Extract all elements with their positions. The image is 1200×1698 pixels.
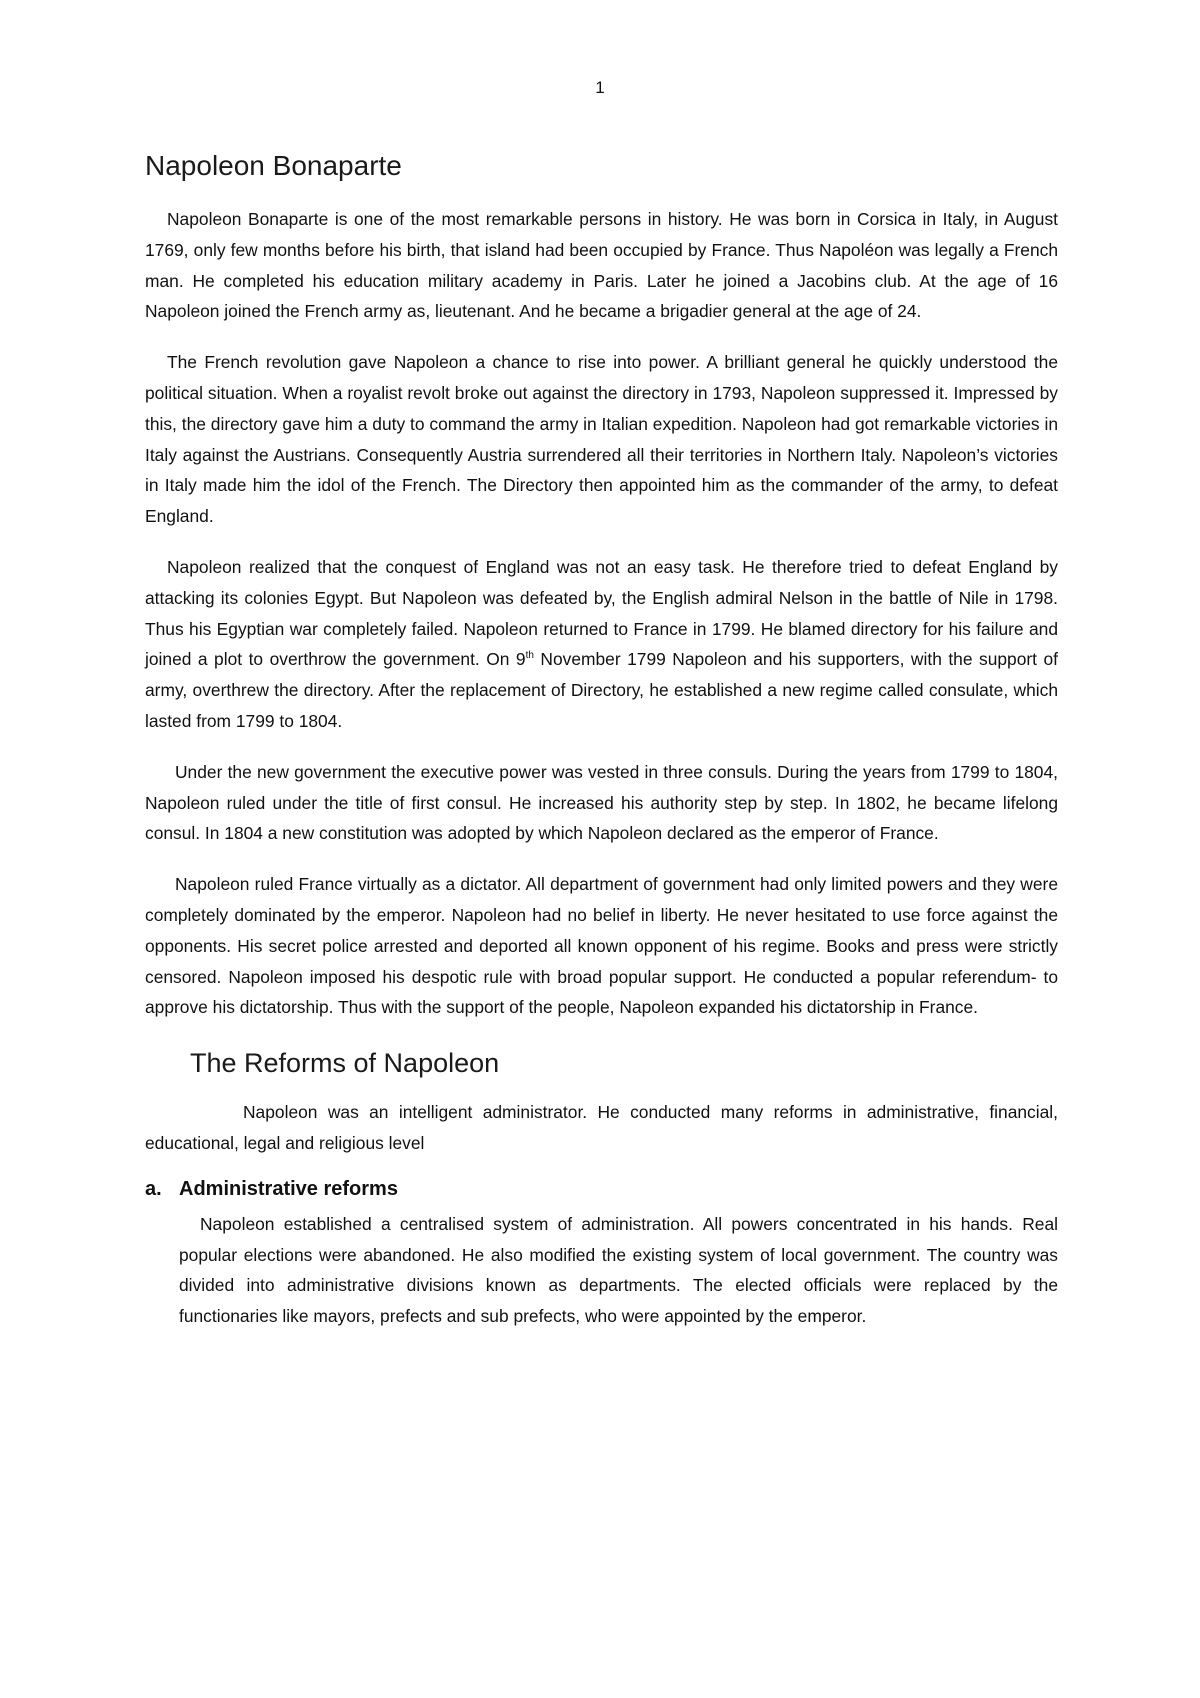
paragraph-3 [145,552,1058,737]
document-body [145,148,1058,1332]
paragraph-4: Under the new government the executive power was vested in three consuls. During the years from 1799 to 1804, Napoleon ruled under the title of first consul. He increased his authority step by step. In 1802, he became lifelong consul. In 1804 a new constitution was adopted by which Napoleon declared as the emperor of France. [145,761,1058,844]
paragraph-3-text-a: Napoleon realized that the conquest of England was not an easy task. He therefore tried to defeat England by attacking its colonies Egypt. But Napoleon was defeated by, the English admiral Nelson in the battle of Nile in 1798. Thus his Egyptian war completely failed. Napoleon returned to France in 1799. He blamed directory for his failure and joined a plot to overthrow the government. On 9 [145,556,1058,670]
paragraph-1: Napoleon Bonaparte is one of the most remarkable persons in history. He was born in Corsica in Italy, in August 1769, only few months before his birth, that island had been occupied by France. Thus Napoléon was legally a French man. He completed his education military academy in Paris. Later he joined a Jacobins club. At the age of 16 Napoleon joined the French army as, lieutenant. And he became a brigadier general at the age of 24. [145,209,1058,322]
page-number: 1 [595,78,605,97]
ordinal-superscript: th [525,650,534,662]
section-intro: Napoleon was an intelligent administrator. He conducted many reforms in administrative, financial, educational, legal and religious level [145,1102,1058,1153]
reform-item-administrative [145,1173,1058,1332]
subsection-title: Administrative reforms [179,1177,398,1200]
paragraph-5: Napoleon ruled France virtually as a dictator. All department of government had only limited powers and they were completely dominated by the emperor. Napoleon had no belief in liberty. He never hesitated to use force against the opponents. His secret police arrested and deported all known opponent of his regime. Books and press were strictly censored. Napoleon imposed his despotic rule with broad popular support. He conducted a popular referendum- to approve his dictatorship. Thus with the support of the people, Napoleon expanded his dictatorship in France. [145,874,1058,1018]
section-heading: The Reforms of Napoleon [190,1048,500,1079]
document-title: Napoleon Bonaparte [145,150,402,181]
paragraph-3-text-b: November 1799 Napoleon and his supporters, with the support of army, overthrew the directory. After the replacement of Directory, he established a new regime called consulate, which lasted from 1799 to 1804. [145,649,1059,731]
subsection-heading [145,1173,1058,1205]
list-marker: a. [145,1177,162,1200]
paragraph-2: The French revolution gave Napoleon a chance to rise into power. A brilliant general he quickly understood the political situation. When a royalist revolt broke out against the directory in 1793, Napoleon suppressed it. Impressed by this, the directory gave him a duty to command the army in Italian expedition. Napoleon had got remarkable victories in Italy against the Austrians. Consequently Austria surrendered all their territories in Northern Italy. Napoleon’s victories in Italy made him the idol of the French. The Directory then appointed him as the commander of the army, to defeat England. [145,352,1058,527]
subsection-body: Napoleon established a centralised system of administration. All powers concentrated in his hands. Real popular elections were abandoned. He also modified the existing system of local government. The country was divided into administrative divisions known as departments. The elected officials were replaced by the functionaries like mayors, prefects and sub prefects, who were appointed by the emperor. [179,1213,1058,1327]
